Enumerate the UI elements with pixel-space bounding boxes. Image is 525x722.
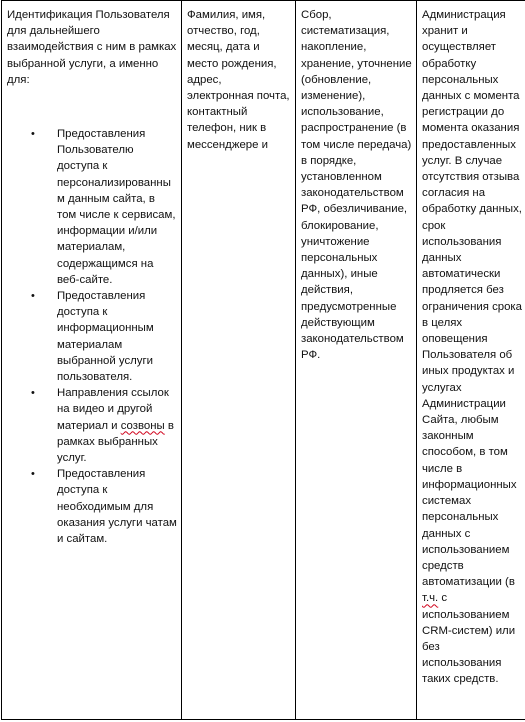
list-item-text: Предоставления Пользователю доступа к персонализированным данным сайта, в том числе к сервисам, информации и/или материалам, содержащимся на веб-сайте. — [57, 128, 176, 286]
list-item — [7, 385, 177, 466]
bullet-icon: • — [31, 468, 35, 481]
personal-data-text: Фамилия, имя, отчество, год, месяц, дата и место рождения, адрес, электронная почта, контактный телефон, ник в мессенджере и — [187, 9, 290, 151]
list-item-text: Предоставления доступа к необходимым для оказания услуги чатам и сайтам. — [57, 468, 177, 546]
table-row — [2, 1, 525, 720]
purpose-list — [7, 126, 177, 547]
list-item — [7, 288, 177, 385]
bullet-icon: • — [31, 128, 35, 141]
processing-actions-text: Сбор, систематизация, накопление, хранение, уточнение (обновление, изменение), использование, распространение (в том числе передача) в порядке, установленном законодательством РФ, обезличивание, блокирование, уничтожение персональных данных), иные действия, предусмотренные действующим законодательством РФ. — [301, 9, 412, 362]
spellcheck-word: созвоны — [120, 419, 165, 432]
list-item-text — [57, 387, 174, 464]
processing-actions-cell — [296, 1, 417, 720]
spellcheck-word: т.ч. — [422, 592, 439, 605]
list-item-text: Предоставления доступа к информационным материалам выбранной услуги пользователя. — [57, 290, 154, 384]
bullet-icon: • — [31, 290, 35, 303]
retention-text-start: Администрация хранит и осуществляет обработку персональных данных с момента регистрации до момента оказания предоставленных услуг. В случае отсутствия отзыва согласия на обработку данных, срок использования данных автоматически продляется без ограничения срока в целях оповещения Пользователя об иных продуктах и услугах Администрации Сайта, любым законным способом, в том числе в информационных системах персональных данных с использованием средств автоматизации (в — [422, 9, 523, 589]
list-item — [7, 126, 177, 288]
list-item-text-end: в рамках выбранных услуг. — [57, 419, 174, 465]
bullet-icon: • — [31, 387, 35, 400]
retention-period-cell — [417, 1, 525, 720]
personal-data-cell — [182, 1, 296, 720]
retention-text-end: с использованием CRM-систем) или без использования таких средств. — [422, 592, 516, 686]
purpose-cell — [2, 1, 182, 720]
list-item — [7, 466, 177, 547]
list-item-text-start: Направления ссылок на видео и другой материал и — [57, 387, 169, 432]
data-processing-table — [1, 0, 525, 720]
purpose-intro: Идентификация Пользователя для дальнейшего взаимодействия с ним в рамках выбранной услуги, а именно для: — [7, 9, 177, 86]
